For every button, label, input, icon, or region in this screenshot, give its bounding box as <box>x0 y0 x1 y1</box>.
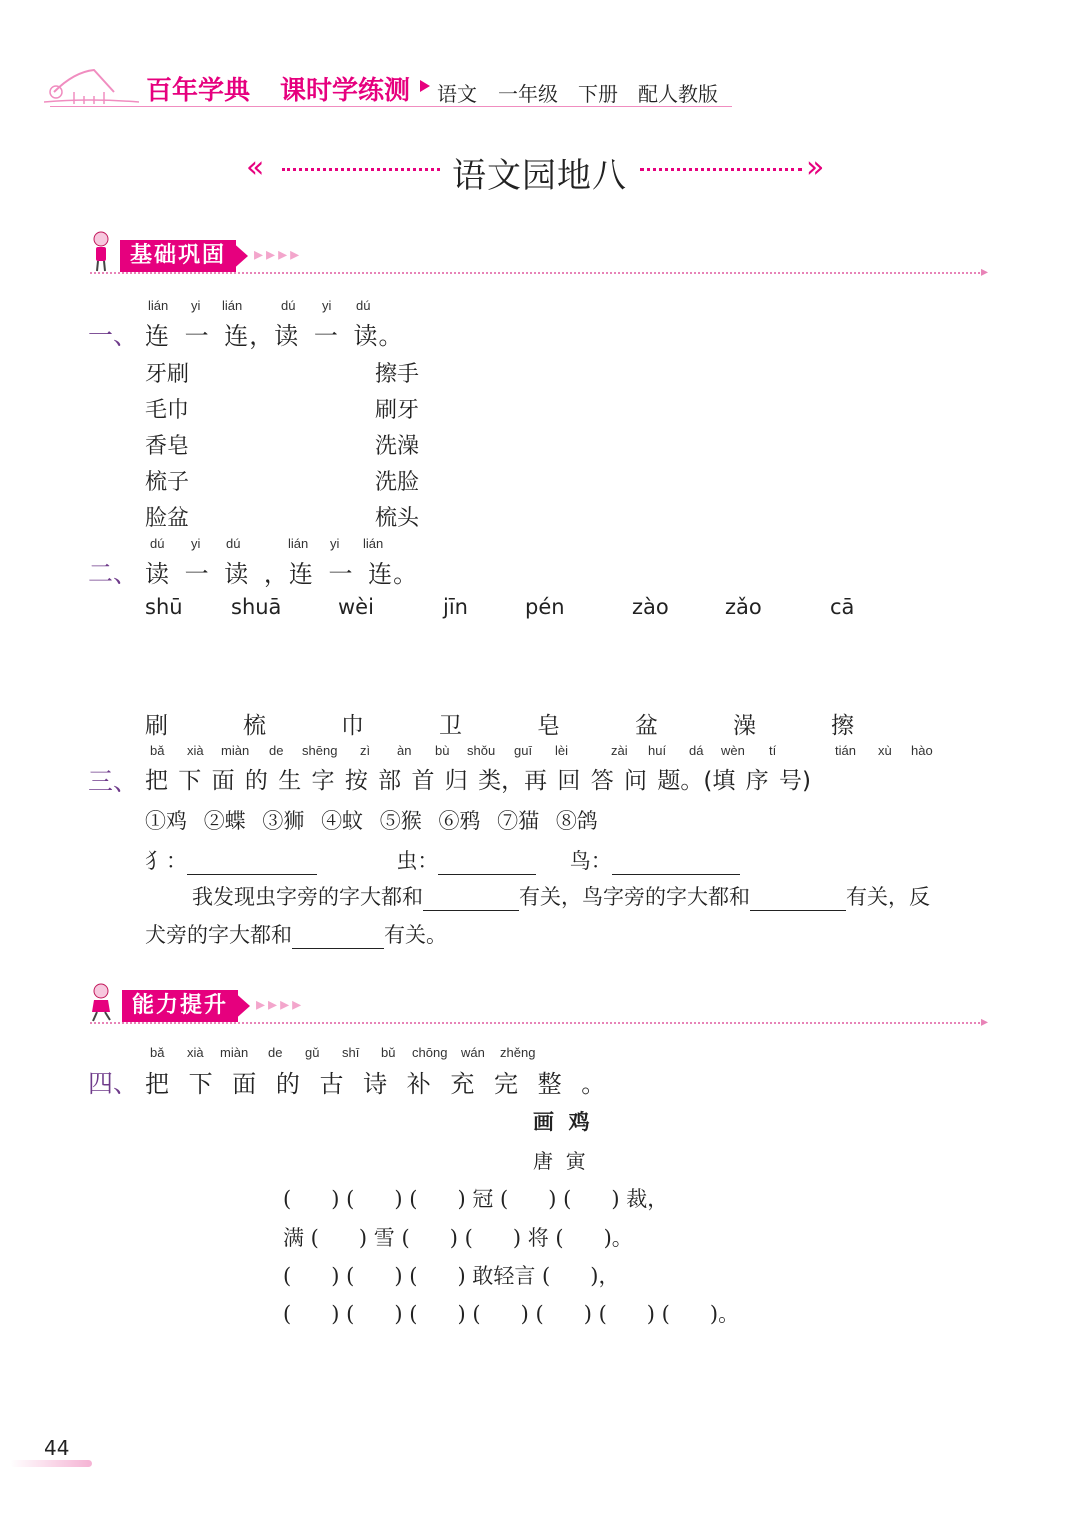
pinyin-item: shū <box>145 595 183 619</box>
section-label-basic: 基础巩固 <box>120 240 236 272</box>
question-text: 把 下 面 的 生 字 按 部 首 归 类，再 回 答 问 题。(填 序 号) <box>145 768 811 794</box>
pinyin: dú <box>226 536 241 551</box>
char-item: 擦 <box>831 713 854 739</box>
word-left: 毛巾 <box>145 398 190 423</box>
title-dots-left <box>282 168 440 171</box>
question-text: 把 下 面 的 古 诗 补 充 完 整 。 <box>145 1070 610 1098</box>
answer-blank[interactable] <box>612 852 740 875</box>
question-number: 三、 <box>88 767 139 796</box>
double-chevron-right-icon: » <box>806 150 819 185</box>
answer-blank[interactable] <box>187 852 317 875</box>
char-item: 巾 <box>341 713 364 739</box>
char-item: 刷 <box>145 713 168 739</box>
char-item: 盆 <box>635 713 658 739</box>
word-left: 梳子 <box>145 470 190 495</box>
pinyin: dú <box>281 298 296 313</box>
option: ⑦猫 <box>497 809 540 833</box>
pinyin: lián <box>288 536 309 551</box>
pinyin: zài <box>611 743 628 758</box>
pinyin: wán <box>461 1045 485 1060</box>
radical-label: 鸟： <box>569 849 612 873</box>
word-right: 洗澡 <box>375 434 420 459</box>
char-item: 卫 <box>439 713 462 739</box>
pinyin: lián <box>363 536 384 551</box>
options-row <box>145 805 598 835</box>
page-title: 语文园地八 <box>452 156 627 196</box>
question-number: 二、 <box>88 559 139 588</box>
girl-mascot-icon <box>88 982 116 1022</box>
option: ⑥鸦 <box>438 809 481 833</box>
pinyin: hào <box>911 743 933 758</box>
char-item: 澡 <box>733 713 756 739</box>
house-logo-icon <box>44 62 139 107</box>
poem-line[interactable]: ( ) ( ) ( ) ( ) ( ) ( ) ( )。 <box>283 1302 740 1326</box>
pinyin-item: zǎo <box>725 595 762 619</box>
option: ⑤猴 <box>379 809 422 833</box>
fill-line-1 <box>192 881 930 911</box>
radical-label: 犭： <box>145 849 187 873</box>
pinyin-item: pén <box>525 595 565 619</box>
pinyin: yi <box>191 298 201 313</box>
option: ③狮 <box>262 809 305 833</box>
pinyin: bǎ <box>150 1045 165 1060</box>
pinyin-item: zào <box>632 595 669 619</box>
radical-label: 虫： <box>396 849 439 873</box>
question-text: 读 一 读 ，连 一 连。 <box>145 560 419 588</box>
fill-text: 有关，鸟字旁的字大都和 <box>519 885 750 909</box>
title-dots-right <box>640 168 802 171</box>
word-right: 擦手 <box>375 362 420 387</box>
pinyin: guī <box>514 743 533 758</box>
pinyin: xù <box>878 743 892 758</box>
answer-blank[interactable] <box>292 926 384 949</box>
pinyin: yi <box>191 536 201 551</box>
option: ④蚊 <box>321 809 364 833</box>
poem-author: 唐 寅 <box>533 1149 586 1173</box>
pinyin: tí <box>769 743 777 758</box>
radical-row <box>145 845 740 875</box>
pinyin: bǎ <box>150 743 165 758</box>
pinyin: tián <box>835 743 856 758</box>
pinyin: dú <box>356 298 371 313</box>
pinyin: yi <box>330 536 340 551</box>
word-right: 梳头 <box>375 506 420 531</box>
word-right: 刷牙 <box>375 398 420 423</box>
brand-series: 课时学练测 <box>280 76 411 106</box>
pinyin-item: cā <box>830 595 855 619</box>
pinyin: xià <box>187 743 204 758</box>
pinyin: miàn <box>221 743 250 758</box>
pinyin: lián <box>148 298 169 313</box>
pinyin: huí <box>648 743 667 758</box>
label-arrow-icon <box>232 990 250 1022</box>
pinyin-item: jīn <box>443 595 468 619</box>
pinyin: miàn <box>220 1045 249 1060</box>
poem-line[interactable]: ( ) ( ) ( ) 敢轻言 ( )， <box>283 1264 620 1288</box>
brand-name: 百年学典 <box>146 76 251 106</box>
question-text: 连 一 连，读 一 读。 <box>145 322 404 350</box>
pinyin: lián <box>222 298 243 313</box>
footer-bar <box>10 1460 92 1467</box>
section-label-advanced: 能力提升 <box>122 990 238 1022</box>
pinyin: chōng <box>412 1045 448 1060</box>
pinyin: zhěng <box>500 1045 536 1060</box>
word-right: 洗脸 <box>375 470 420 495</box>
header-edition: 配人教版 <box>638 82 718 106</box>
fill-text: 犬旁的字大都和 <box>145 923 292 947</box>
pinyin: yi <box>322 298 332 313</box>
answer-blank[interactable] <box>438 852 536 875</box>
option: ②蝶 <box>203 809 246 833</box>
double-chevron-left-icon: « <box>246 150 259 185</box>
option: ①鸡 <box>145 809 187 833</box>
pinyin-item: shuā <box>231 595 282 619</box>
option: ⑧鸽 <box>555 809 598 833</box>
pinyin: xià <box>187 1045 204 1060</box>
arrows-decoration-icon: ▸▸▸▸ <box>254 244 303 265</box>
fill-text: 有关。 <box>384 923 447 947</box>
pinyin: shī <box>342 1045 360 1060</box>
fill-line-2 <box>145 919 447 949</box>
poem-title: 画 鸡 <box>533 1110 590 1134</box>
pinyin: dú <box>150 536 165 551</box>
arrow-icon <box>420 80 430 92</box>
section-rule <box>90 272 980 274</box>
pinyin: àn <box>397 743 412 758</box>
arrows-decoration-icon: ▸▸▸▸ <box>256 994 305 1015</box>
pinyin: gǔ <box>305 1045 320 1060</box>
rule-end-arrow-icon: ▸ <box>981 264 989 280</box>
word-left: 脸盆 <box>145 506 190 531</box>
header-volume: 下册 <box>578 82 618 106</box>
pinyin: bù <box>435 743 450 758</box>
poem-line[interactable]: 满 ( ) 雪 ( ) ( ) 将 ( )。 <box>283 1226 633 1250</box>
rule-end-arrow-icon: ▸ <box>981 1014 989 1030</box>
char-item: 梳 <box>243 713 266 739</box>
pinyin: shǒu <box>467 743 496 758</box>
pinyin: de <box>268 1045 283 1060</box>
question-number: 一、 <box>88 321 139 350</box>
label-arrow-icon <box>230 240 248 272</box>
poem-line[interactable]: ( ) ( ) ( ) 冠 ( ) ( ) 裁， <box>283 1187 669 1211</box>
pinyin: shēng <box>302 743 338 758</box>
pinyin: wèn <box>721 743 745 758</box>
section-rule <box>90 1022 980 1024</box>
fill-text: 我发现虫字旁的字大都和 <box>192 885 423 909</box>
header-grade: 一年级 <box>498 82 558 106</box>
pinyin: lèi <box>555 743 569 758</box>
word-left: 香皂 <box>145 434 190 459</box>
header-subject: 语文 <box>437 82 477 106</box>
question-number: 四、 <box>88 1069 139 1098</box>
word-left: 牙刷 <box>145 362 190 387</box>
page-number: 44 <box>44 1436 70 1460</box>
fill-text: 有关，反 <box>846 885 930 909</box>
header-rule <box>50 106 732 107</box>
answer-blank[interactable] <box>423 888 519 911</box>
girl-mascot-icon <box>90 230 112 272</box>
pinyin: bǔ <box>381 1045 396 1060</box>
pinyin: zì <box>360 743 371 758</box>
pinyin-item: wèi <box>338 595 374 619</box>
answer-blank[interactable] <box>750 888 846 911</box>
char-item: 皂 <box>537 713 560 739</box>
pinyin: dá <box>689 743 704 758</box>
pinyin: de <box>269 743 284 758</box>
